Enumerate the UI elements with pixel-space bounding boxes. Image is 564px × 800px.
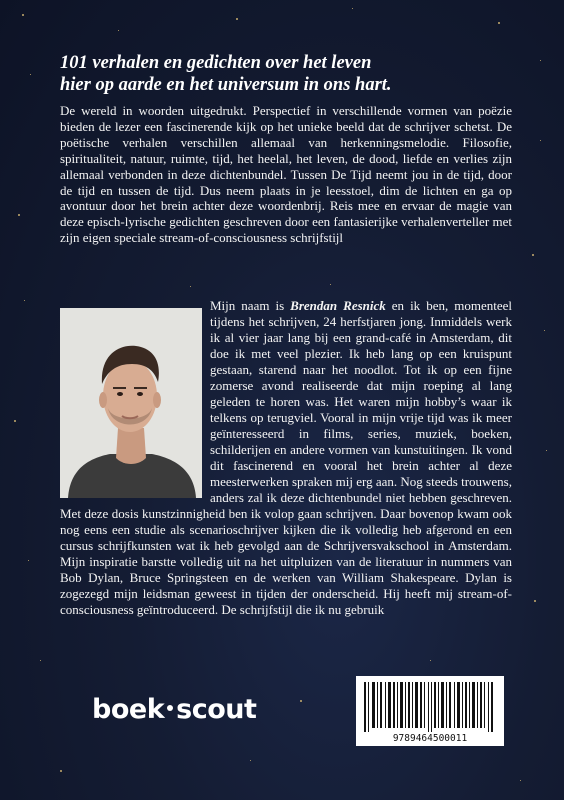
logo-dot-icon — [167, 705, 173, 711]
publisher-logo — [92, 694, 256, 725]
barcode — [356, 676, 504, 746]
author-name: Brendan Resnick — [290, 298, 386, 313]
barcode-bars — [364, 682, 496, 732]
tagline-line2: hier op aarde en het universum in ons hart. — [60, 75, 392, 95]
author-bio — [60, 298, 512, 618]
bio-text: en ik ben, momenteel tijdens het schrijven, 24 herfstjaren jong. Inmiddels werk ik al vier jaar lang bij een grand-café in Amsterdam, dit doe ik met veel plezier. Ik heb lang op een kruispunt gestaan, starend naar het noodlot. Tot ik op een fijne zomerse avond realiseerde dat mijn roeping al lang geleden te horen was. Het waren mijn hobby’s waar ik telkens op terugviel. Vooral in mijn vrije tijd was ik meer geïnteresseerd in films, series, muziek, boeken, schilderijen en andere vormen van kunstuitingen. Ik vond dit fascinerend en vooral het brein achter al deze meesterwerken spraken mij erg aan. Nog steeds trouwens, anders zal ik deze dichtenbundel niet hebben geschreven. Met deze dosis kunstzinnigheid ben ik volop gaan schrijven. Daar bovenop kwam ook nog eens een studie als scenarioschrijver kijken die ik volledig heb afgerond en een cursus schrijfkunsten wat ik heb gevolgd aan de Schrijversvakschool in Amsterdam. Mijn inspiratie barstte volledig uit na het uitpluizen van de literatuur in nummers van Bob Dylan, Bruce Springsteen en de werken van William Shakespeare. Dylan is zogezegd mijn leidsman geweest in tijden der onderscheid. Hij heeft mij stream-of-consciousness geïntroduceerd. De schrijfstijl die ik nu gebruik — [60, 298, 512, 617]
tagline — [60, 52, 520, 96]
bio-intro: Mijn naam is — [210, 298, 291, 313]
logo-part2: scout — [176, 694, 257, 725]
book-blurb: De wereld in woorden uitgedrukt. Perspectief in verschillende vormen van poëzie bieden de lezer een fascinerende kijk op het unieke beeld dat de schrijver schetst. De poëtische verhalen verschillen allemaal van herkenningsmelodie. Filosofie, spiritualiteit, natuur, ruimte, tijd, het heelal, het leven, de dood, liefde en verlies zijn allemaal verbonden in deze dichtenbundel. Tussen De Tijd neemt jou in de tijd, door de tijd en tussen de tijd. Dus neem plaats in je leesstoel, dim de lichten en ga op avontuur door het brein achter deze woordenbrij. Reis mee en ervaar de magie van deze episch-lyrische gedichten geschreven door een fantasierijke verhalenverteller met zijn eigen speciale stream-of-consciousness schrijfstijl — [60, 103, 512, 246]
isbn-number: 9789464500011 — [392, 733, 468, 744]
tagline-line1: 101 verhalen en gedichten over het leven — [60, 53, 372, 73]
logo-part1: boek — [92, 694, 165, 725]
